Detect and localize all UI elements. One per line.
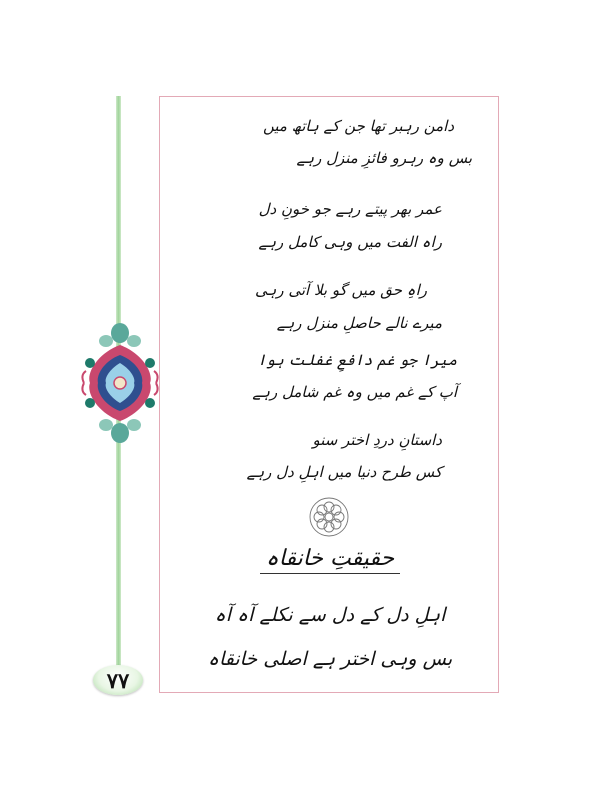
verse-line: عمر بھر پیتے رہے جو خونِ دل [258,200,442,218]
page-number: ۷۷ [106,667,130,693]
verse-line: بس وہ رہرو فائزِ منزل رہے [296,149,472,167]
section-heading: حقیقتِ خانقاہ [180,546,480,574]
couplet-line: بس وہی اختر ہے اصلی خانقاہ [207,648,453,670]
verse-line: کس طرح دنیا میں اہلِ دل رہے [246,463,442,481]
rosette-icon [306,494,352,540]
verse-line: راہ الفت میں وہی کامل رہے [258,233,442,251]
verse-line: میرے نالے حاصلِ منزل رہے [276,314,442,332]
page-number-badge [93,665,143,695]
floral-ornament-icon [80,318,160,448]
verse-line: دامن رہبر تھا جن کے ہاتھ میں [262,117,454,135]
verse-line: آپ کے غم میں وہ غم شامل رہے [252,383,457,401]
couplet-line: اہلِ دل کے دل سے نکلے آہ آہ [214,604,446,626]
verse-line: میرا جو غم دافعِ غفلت ہوا [257,351,457,369]
verse-line: داستانِ دردِ اختر سنو [312,431,442,449]
verse-line: راہِ حق میں گو بلا آتی رہی [255,281,427,299]
